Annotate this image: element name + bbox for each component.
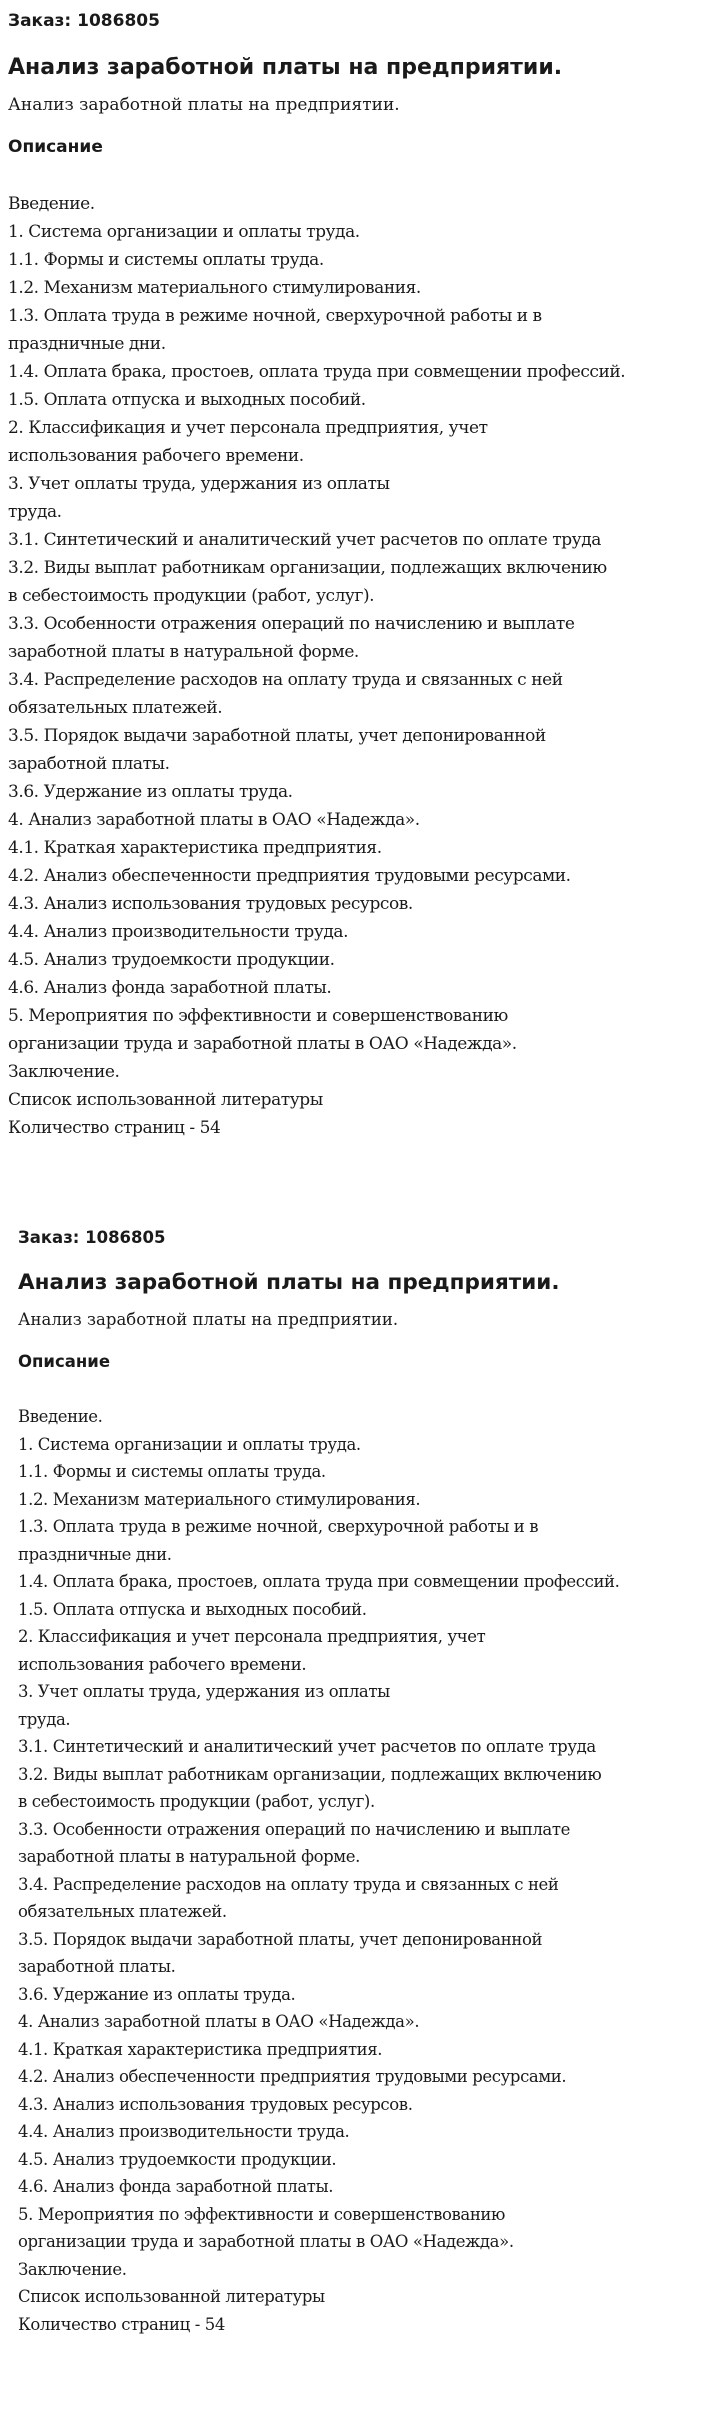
contents-item: 3.4. Распределение расходов на оплату труда и связанных с ней обязательных платежей. (8, 670, 563, 718)
contents-item: 3. Учет оплаты труда, удержания из оплаты труда. (8, 474, 390, 522)
contents-item: 2. Классификация и учет персонала предприятия, учет использования рабочего времени. (18, 1627, 486, 1674)
document-subtitle: Анализ заработной платы на предприятии. (8, 95, 400, 115)
contents-item: Список использованной литературы (18, 2287, 325, 2306)
contents-item: 3.2. Виды выплат работникам организации, подлежащих включению в себестоимость продукции (работ, услуг). (18, 1764, 602, 1811)
contents-item: 1.2. Механизм материального стимулирования. (18, 1489, 421, 1509)
table-of-contents (18, 1403, 685, 2338)
contents-item: 3. Учет оплаты труда, удержания из оплаты труда. (18, 1682, 390, 1729)
contents-item: 1.4. Оплата брака, простоев, оплата труда при совмещении профессий. (8, 362, 626, 382)
contents-item: 3.4. Распределение расходов на оплату труда и связанных с ней обязательных платежей. (18, 1874, 559, 1921)
description-heading: Описание (8, 137, 103, 157)
contents-item: 1.4. Оплата брака, простоев, оплата труда при совмещении профессий. (18, 1572, 620, 1591)
contents-item: 4.6. Анализ фонда заработной платы. (8, 978, 332, 998)
contents-item: 5. Мероприятия по эффективности и совершенствованию организации труда и заработной платы в ОАО «Надежда». (8, 1006, 517, 1054)
contents-item: 3.5. Порядок выдачи заработной платы, учет депонированной заработной платы. (18, 1929, 543, 1976)
contents-item: 4. Анализ заработной платы в ОАО «Надежда». (8, 810, 420, 830)
contents-item: 4.3. Анализ использования трудовых ресурсов. (18, 2094, 413, 2114)
contents-item: 1. Система организации и оплаты труда. (8, 222, 360, 242)
contents-item: 1.1. Формы и системы оплаты труда. (8, 250, 324, 270)
contents-item: Список использованной литературы (8, 1090, 323, 1110)
contents-item: 4.4. Анализ производительности труда. (8, 922, 349, 942)
contents-item: 4.4. Анализ производительности труда. (18, 2122, 350, 2141)
contents-item: 3.3. Особенности отражения операций по начислению и выплате заработной платы в натуральной форме. (8, 614, 575, 662)
document-subtitle: Анализ заработной платы на предприятии. (18, 1310, 399, 1329)
contents-item: Количество страниц - 54 (8, 1118, 221, 1138)
contents-item: Заключение. (8, 1062, 120, 1082)
description-heading: Описание (18, 1352, 111, 1371)
contents-item: Введение. (18, 1407, 103, 1426)
contents-item: 3.1. Синтетический и аналитический учет расчетов по оплате труда (18, 1737, 596, 1756)
document-title: Анализ заработной платы на предприятии. (18, 1270, 560, 1295)
document-block-primary (0, 0, 701, 1165)
table-of-contents (8, 190, 693, 1142)
order-number: Заказ: 1086805 (18, 1228, 166, 1247)
contents-item: 4.5. Анализ трудоемкости продукции. (8, 950, 335, 970)
contents-item: Введение. (8, 194, 95, 214)
contents-item: 4.2. Анализ обеспеченности предприятия трудовыми ресурсами. (8, 866, 571, 886)
contents-item: 3.2. Виды выплат работникам организации, подлежащих включению в себестоимость продукции (работ, услуг). (8, 558, 607, 606)
contents-item: Количество страниц - 54 (18, 2314, 225, 2334)
contents-item: 3.6. Удержание из оплаты труда. (18, 1984, 296, 2004)
contents-item: 4.5. Анализ трудоемкости продукции. (18, 2149, 337, 2169)
contents-item: 4.1. Краткая характеристика предприятия. (8, 838, 382, 858)
contents-item: 4.6. Анализ фонда заработной платы. (18, 2177, 334, 2196)
document-block-duplicate (0, 1165, 701, 2419)
contents-item: 1.2. Механизм материального стимулирования. (8, 278, 421, 298)
contents-item: 4.3. Анализ использования трудовых ресурсов. (8, 894, 413, 914)
contents-item: 4.1. Краткая характеристика предприятия. (18, 2039, 383, 2059)
contents-item: 4.2. Анализ обеспеченности предприятия трудовыми ресурсами. (18, 2067, 567, 2086)
contents-item: Заключение. (18, 2259, 127, 2279)
contents-item: 3.1. Синтетический и аналитический учет расчетов по оплате труда (8, 530, 601, 550)
contents-item: 1.5. Оплата отпуска и выходных пособий. (18, 1599, 367, 1619)
contents-item: 1.1. Формы и системы оплаты труда. (18, 1462, 326, 1481)
contents-item: 3.6. Удержание из оплаты труда. (8, 782, 293, 802)
contents-item: 4. Анализ заработной платы в ОАО «Надежда». (18, 2012, 420, 2031)
contents-item: 5. Мероприятия по эффективности и совершенствованию организации труда и заработной платы в ОАО «Надежда». (18, 2204, 514, 2251)
contents-item: 3.3. Особенности отражения операций по начислению и выплате заработной платы в натуральной форме. (18, 1819, 570, 1866)
contents-item: 1. Система организации и оплаты труда. (18, 1434, 361, 1454)
contents-item: 1.3. Оплата труда в режиме ночной, сверхурочной работы и в праздничные дни. (8, 306, 542, 354)
contents-item: 2. Классификация и учет персонала предприятия, учет использования рабочего времени. (8, 418, 488, 466)
order-number: Заказ: 1086805 (8, 11, 160, 31)
contents-item: 1.5. Оплата отпуска и выходных пособий. (8, 390, 366, 410)
document-title: Анализ заработной платы на предприятии. (8, 55, 563, 80)
contents-item: 1.3. Оплата труда в режиме ночной, сверхурочной работы и в праздничные дни. (18, 1517, 539, 1564)
contents-item: 3.5. Порядок выдачи заработной платы, учет депонированной заработной платы. (8, 726, 546, 774)
